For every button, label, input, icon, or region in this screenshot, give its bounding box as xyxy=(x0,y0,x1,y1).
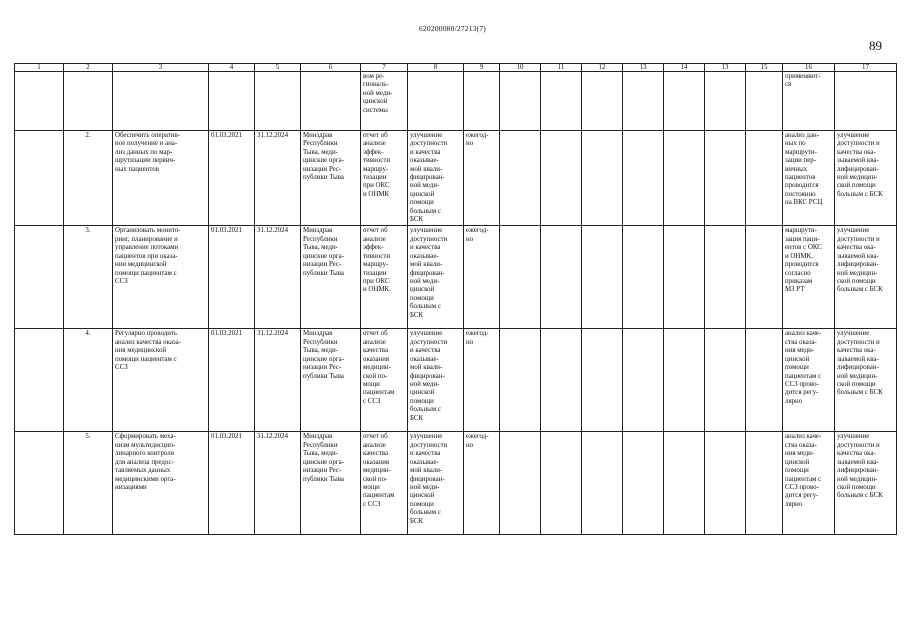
effect-cell: улучшение доступности и качества ока- зываемой ква- лифицирован- ной медицин- ской помощи больным с БСК xyxy=(835,131,897,226)
frequency-cell: ежегод- но xyxy=(464,131,500,226)
start-date: 01.03.2021 xyxy=(209,226,255,329)
table-row xyxy=(15,131,897,226)
effect-cell: улучшение доступности и качества ока- зываемой ква- лифицирован- ной медицин- ской помощи больным с БСК xyxy=(835,432,897,535)
column-number: 13 xyxy=(623,64,664,72)
end-date: 31.12.2024 xyxy=(255,131,301,226)
page-number: 89 xyxy=(869,38,882,53)
column-number: 17 xyxy=(835,64,897,72)
executor-cell: Минздрав Республики Тыва, меди- цинские орга- низации Рес- публики Тыва xyxy=(301,329,361,432)
end-date: 31.12.2024 xyxy=(255,329,301,432)
column-number: 14 xyxy=(664,64,705,72)
frequency-cell: ежегод- но xyxy=(464,329,500,432)
column-number: 3 xyxy=(113,64,209,72)
column-number: 13 xyxy=(705,64,746,72)
start-date: 01.03.2021 xyxy=(209,131,255,226)
result-cell: улучшение доступности и качества оказывае- мой квали- фицирован- ной меди- цинской помощи больным с БСК xyxy=(408,226,464,329)
executor-cell: Минздрав Республики Тыва, меди- цинские орга- низации Рес- публики Тыва xyxy=(301,432,361,535)
table-row xyxy=(15,432,897,535)
column-number: 10 xyxy=(500,64,541,72)
note-cell: маршрути- зация паци- ентов с ОКС и ОНМК, проводится согласно приказам МЗ РТ xyxy=(783,226,835,329)
column-number: 2 xyxy=(64,64,113,72)
continuation-row xyxy=(15,72,897,131)
table-row xyxy=(15,329,897,432)
note-cell: анализ каче- ства оказа- ния меди- цинской помощи пациентам с ССЗ прово- дится регу- лярно xyxy=(783,432,835,535)
start-date: 01.03.2021 xyxy=(209,329,255,432)
report-form-cell: отчет об анализе эффек- тивности маршру- тизации при ОКС и ОНМК xyxy=(361,131,408,226)
column-number: 1 xyxy=(15,64,64,72)
effect-cell: улучшение доступности и качества ока- зываемой ква- лифицирован- ной медицин- ской помощи больным с БСК xyxy=(835,329,897,432)
effect-cell: улучшение доступности и качества ока- зываемой ква- лифицирован- ной медицин- ской помощи больным с БСК xyxy=(835,226,897,329)
start-date: 01.03.2021 xyxy=(209,432,255,535)
task-cell: Регулярно проводить анализ качества оказа- ния медицинской помощи пациентам с ССЗ xyxy=(113,329,209,432)
frequency-cell: ежегод- но xyxy=(464,432,500,535)
row-number: 2. xyxy=(64,131,113,226)
document-id: 620200080/27213(7) xyxy=(419,24,486,33)
executor-cell: Минздрав Республики Тыва, меди- цинские орга- низации Рес- публики Тыва xyxy=(301,226,361,329)
end-date: 31.12.2024 xyxy=(255,432,301,535)
row-number: 4. xyxy=(64,329,113,432)
column-number: 4 xyxy=(209,64,255,72)
table-row xyxy=(15,226,897,329)
row-number: 5. xyxy=(64,432,113,535)
column-number: 16 xyxy=(783,64,835,72)
column-number: 5 xyxy=(255,64,301,72)
task-cell: Сформировать меха- низм мультидисцип- линарного контроля для анализа предос- тавляемых данных медицинскими орга- низациями xyxy=(113,432,209,535)
report-form-cell: отчет об анализе качества оказания медицин- ской по- мощи пациентам с ССЗ xyxy=(361,432,408,535)
column-number: 8 xyxy=(408,64,464,72)
result-cell: улучшение доступности и качества оказывае- мой квали- фицирован- ной меди- цинской помощи больным с БСК xyxy=(408,432,464,535)
column-number: 7 xyxy=(361,64,408,72)
executor-cell: Минздрав Республики Тыва, меди- цинские орга- низации Рес- публики Тыва xyxy=(301,131,361,226)
column-number: 15 xyxy=(746,64,783,72)
result-cell: улучшение доступности и качества оказывае- мой квали- фицирован- ной меди- цинской помощи больным с БСК xyxy=(408,131,464,226)
row-number: 3. xyxy=(64,226,113,329)
column-number: 9 xyxy=(464,64,500,72)
note-cell: применяют- ся xyxy=(783,72,835,131)
task-cell: Организовать монито- ринг, планирование и управление потоками пациентов при оказа- нии медицинской помощи пациентам с ССЗ xyxy=(113,226,209,329)
note-cell: анализ каче- ства оказа- ния меди- цинской помощи пациентам с ССЗ прово- дится регу- лярно xyxy=(783,329,835,432)
column-number-row xyxy=(15,64,897,72)
task-cell: Обеспечить оператив- ное получение и ана- лиз данных по мар- шрутизации первич- ных пациентов xyxy=(113,131,209,226)
report-form-cell: вом ре- гиональ- ной меди- цинской системы xyxy=(361,72,408,131)
column-number: 11 xyxy=(541,64,582,72)
column-number: 6 xyxy=(301,64,361,72)
note-cell: анализ дан- ных по маршрути- зации пер- вичных пациентов проводится постоянно на ВКС РСЦ xyxy=(783,131,835,226)
column-number: 12 xyxy=(582,64,623,72)
action-plan-table xyxy=(14,63,897,535)
report-form-cell: отчет об анализе качества оказания медицин- ской по- мощи пациентам с ССЗ xyxy=(361,329,408,432)
report-form-cell: отчет об анализе эффек- тивности маршру- тизации при ОКС и ОНМК. xyxy=(361,226,408,329)
end-date: 31.12.2024 xyxy=(255,226,301,329)
result-cell: улучшение доступности и качества оказывае- мой квали- фицирован- ной меди- цинской помощи больным с БСК xyxy=(408,329,464,432)
frequency-cell: ежегод- но xyxy=(464,226,500,329)
